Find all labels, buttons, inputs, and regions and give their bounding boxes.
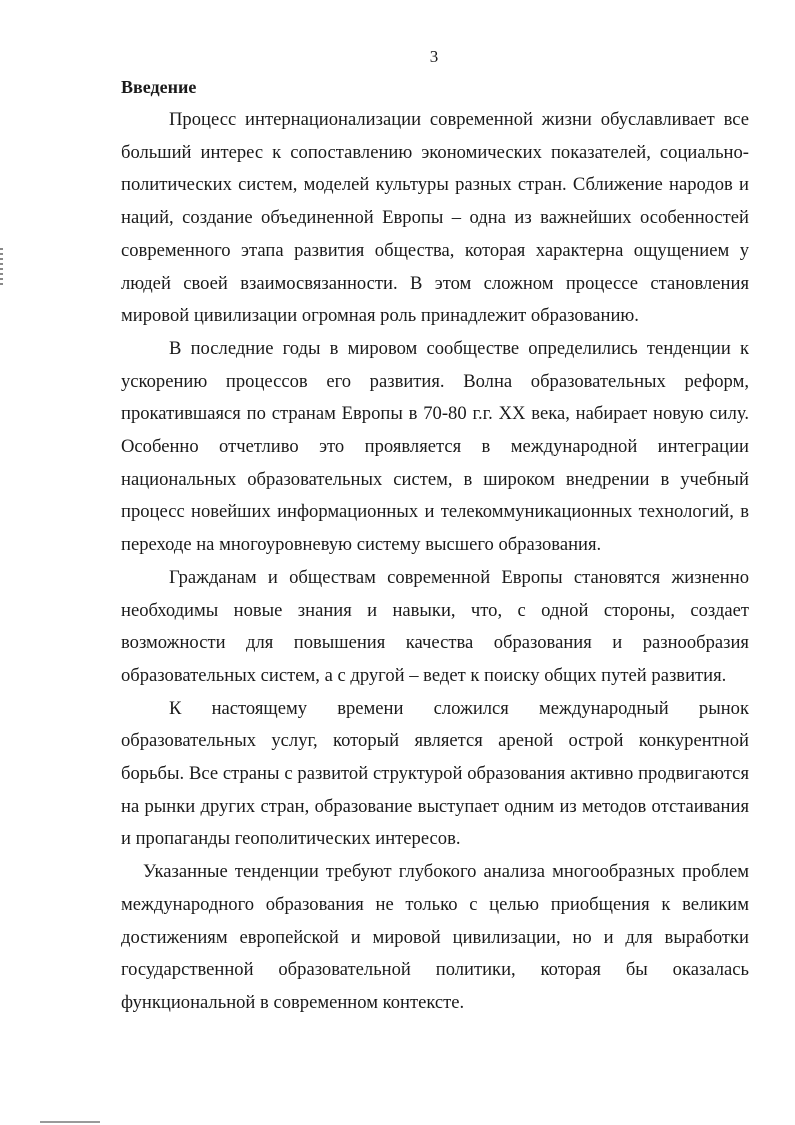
- body-text: [121, 104, 749, 1020]
- scan-bottom-mark: [40, 1121, 100, 1123]
- paragraph: К настоящему времени сложился международный рынок образовательных услуг, который является ареной острой конкурентной борьбы. Все страны с развитой структурой образования активно продвигаются на рынки других стран, образование выступает одним из методов отстаивания и пропаганды геополитических интересов.: [121, 697, 749, 850]
- page-number: 3: [429, 47, 439, 66]
- paragraph: В последние годы в мировом сообществе определились тенденции к ускорению процессов его развития. Волна образовательных реформ, прокатившаяся по странам Европы в 70-80 г.г. XX века, набирает новую силу. Особенно отчетливо это проявляется в международной интеграции национальных образовательных систем, в широком внедрении в учебный процесс новейших информационных и телекоммуникационных технологий, в переходе на многоуровневую систему высшего образования.: [121, 337, 749, 556]
- paragraph: Указанные тенденции требуют глубокого анализа многообразных проблем международного образования не только с целью приобщения к великим достижениям европейской и мировой цивилизации, но и для выработки государственной образовательной политики, которая бы оказалась функциональной в современном контексте.: [121, 861, 749, 1013]
- paragraph: Гражданам и обществам современной Европы становятся жизненно необходимы новые знания и навыки, что, с одной стороны, создает возможности для повышения качества образования и разнообразия образовательных систем, а с другой – ведет к поиску общих путей развития.: [121, 566, 749, 686]
- paragraph: Процесс интернационализации современной жизни обуславливает все больший интерес к сопоставлению экономических показателей, социально-политических систем, моделей культуры разных стран. Сближение народов и наций, создание объединенной Европы – одна из важнейших особенностей современного этапа развития общества, которая характерна ощущением у людей своей взаимосвязанности. В этом сложном процессе становления мировой цивилизации огромная роль принадлежит образованию.: [121, 109, 749, 327]
- section-heading: Введение: [121, 77, 197, 97]
- scan-edge-mark: [0, 248, 3, 286]
